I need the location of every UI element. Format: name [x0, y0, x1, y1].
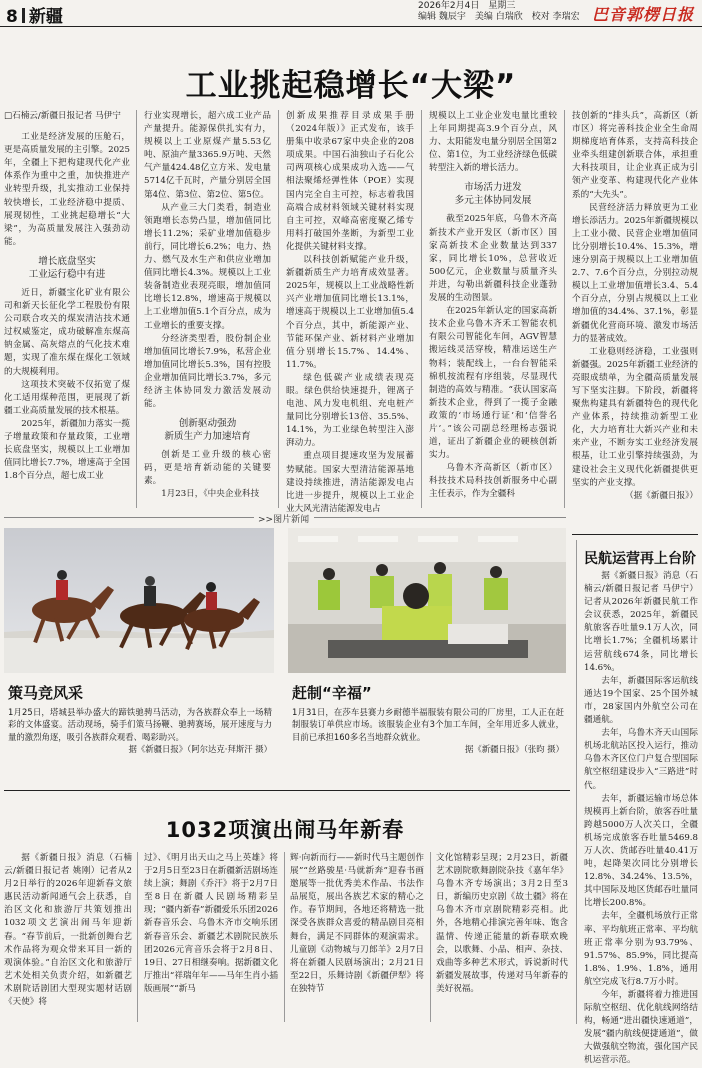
paragraph: 去年，新疆运输市场总体规模再上新台阶，旅客吞吐量跨越5000万人次关口，全疆机场完成旅客吞吐量5469.8万人次、货邮吞吐量40.41万吨，起降架次同比分别增长12.8%、34.24%、13.5%，其中国际及地区货邮吞吐量同比增长200.8%。 — [584, 793, 698, 909]
photo-news-label-row — [0, 512, 570, 525]
photo-right-title: 赶制“辛福” — [292, 684, 372, 702]
subheading-line: 创新驱动强劲 — [178, 418, 237, 430]
main-headline: 工业挑起稳增长“大梁” — [185, 68, 517, 104]
paragraph: 1月23日，《中央企业科技 — [161, 489, 260, 500]
paragraph: 截至2025年底，乌鲁木齐高新技术产业开发区（新市区）国家高新技术企业数量达到337家，同比增长10%，总营收近500亿元，企业数量与质量齐头并进，勾勒出新疆科技企业蓬勃发展的生动图景。 — [429, 214, 557, 304]
subheading-line: 多元主体协同发展 — [454, 195, 532, 207]
paragraph: 民营经济活力释放更为工业增长添活力。2025年新疆规模以上工业小微、民营企业增加值同比分别增长10.4%、15.3%，增速分别高于规模以上工业增加值2.7、7.6个百分点，分别拉动规模以上工业增加值增长3.4、5.4个百分点，分别占规模以上工业增加值的34.4%、37.1%，彰显新疆优化营商环境、激发市场活力的显著成效。 — [572, 202, 698, 344]
paragraph: 去年，全疆机场放行正常率、平均航班正常率、平均航班正常率分别为93.79%、91.57%、85.9%，同比提高1.8%、1.9%、1.8%，通用航空完成飞行8.7万小时。 — [584, 911, 698, 987]
date-line: 2026年2月4日 星期三 — [418, 1, 516, 11]
garment-factory-image — [288, 528, 566, 673]
photo-left-title: 策马竞风采 — [8, 684, 84, 702]
paragraph: 据《新疆日报》消息（石楠云/新疆日报记者 姚刚）记者从2月2日举行的2026年迎新春文旅惠民活动新闻通气会上获悉，自治区文化和旅游厅共策划推出1032项文艺演出闹马年迎新春。“春节前后，一批新创舞台艺术作品将为观众带来耳目一新的观演体验。”自治区文化和旅游厅艺术处相关负责介绍，如新疆艺术剧院话剧团大型现实题材话剧《天使》将 — [4, 853, 132, 1008]
paragraph: 去年，乌鲁木齐天山国际机场北航站区投入运行，推动乌鲁木齐区位门户复合型国际航空枢纽建设步入“三路进”时代。 — [584, 728, 698, 791]
column-rule — [430, 852, 431, 1022]
paragraph: 据《新疆日报》消息（石楠云/新疆日报记者 马伊宁）记者从2026年新疆民航工作会议获悉，2025年，新疆民航旅客吞吐量9.1万人次，同比增长1.7%；全疆机场累计运营航线674条，同比增长14.6%。 — [584, 571, 698, 673]
divider-bar — [22, 8, 25, 23]
subheading-line: 新质生产力加速培育 — [164, 431, 251, 443]
main-col-2 — [144, 110, 271, 508]
paragraph: 创新成果推荐目录成果手册（2024年版）》正式发布，该手册集中收录67家中央企业的208项成果。中国石油独山子石化公司两项核心成果成功入选——气相法聚烯烃弹性体（POE）实现国内完全自主可控，标志着我国高端合成材料领域关键材料实现自主可控，双峰高密度聚乙烯专用料打破国外垄断，为新型工业化提供关键材料支撑。 — [286, 111, 414, 252]
paragraph: 乌鲁木齐高新区（新市区）科技技术局科技创新服务中心副主任表示，作为全疆科 — [429, 463, 557, 500]
bottom-headline: 1032项演出闹马年新春 — [165, 818, 405, 842]
paragraph: 文化馆精彩呈现；2月23日，新疆艺术剧院歌舞剧院杂技《嘉年华》乌鲁木齐专场演出；3月2日至3日，新编历史京剧《故土疆》将在乌鲁木齐市京剧院精彩亮相。此外，各地精心排演完善年味、饱含温情、传递正能量的新春联欢晚会，以歌舞、小品、相声、杂技、戏曲等多种艺术形式，诉说新时代新疆发展故事，传递对马年新春的美好祝福。 — [436, 853, 568, 994]
column-rule — [137, 852, 138, 1022]
main-col-3 — [286, 110, 414, 514]
paragraph: 技创新的“排头兵”，高新区（新市区）将完善科技企业全生命周期梯度培育体系，支持高科技企业牵头组建创新联合体，承担重大科技项目，让企业真正成为引领产业变革、构建现代化产业体系的“大先头”。 — [572, 111, 698, 200]
paper-logo: 巴音郭楞日报 — [591, 5, 694, 24]
paragraph: 分经济类型看，股份制企业增加值同比增长7.9%，私营企业增加值同比增长5.3%，国有控股企业增加值同比增长3.7%，多元经济主体协同发力激活发展动能。 — [144, 333, 271, 410]
side-story-title: 民航运营再上台阶 — [584, 551, 696, 567]
paragraph: 绿色低碳产业成绩表现亮眼。绿色供给快速提升，锂离子电池、风力发电机组、充电桩产量同比分别增长13倍、35.5%、14.1%，为工业绿色转型注入澎湃动力。 — [286, 372, 414, 449]
main-col-4 — [429, 110, 557, 508]
masthead-meta — [418, 1, 580, 23]
subheading — [429, 181, 557, 207]
column-rule — [136, 110, 137, 508]
subheading — [4, 255, 130, 281]
main-col-5 — [572, 110, 698, 520]
section-name: 新疆 — [28, 7, 63, 27]
photo-news-label: >>图片新闻 — [258, 515, 310, 525]
garment-factory-photo — [288, 528, 566, 673]
horse-race-photo — [4, 528, 274, 673]
column-rule — [284, 852, 285, 1022]
paragraph: 规模以上工业企业发电量比重较上年同期提高3.9个百分点，风力、太阳能发电量分别居全国第2位、第1位，为工业经济绿色低碳转型注入新的增长活力。 — [429, 111, 557, 174]
bottom-col-3 — [290, 852, 424, 1022]
column-rule — [564, 110, 565, 508]
bottom-col-4 — [436, 852, 568, 1022]
paragraph: 2025年，新疆加力落实一揽子增量政策和存量政策，工业增长底盘坚实，规模以上工业增加值同比增长7.7%，增速高于全国1.8个百分点，超七成工业 — [4, 418, 130, 482]
main-col-1 — [4, 110, 130, 508]
page-number: 8 — [6, 7, 18, 27]
paragraph: 工业稳则经济稳，工业强则新疆强。2025年新疆工业经济的亮眼成绩单，为全疆高质量发展写下坚实注脚。下阶段，新疆将聚焦构建具有新疆特色的现代化产业体系，持续推动新型工业化，大力培育壮大新兴产业和未来产业，不断夯实工业经济发展根基，让工业引擎持续强劲，为建设社会主义现代化新疆提供更坚实的产业支撑。 — [572, 346, 698, 488]
page-number-section — [6, 2, 63, 27]
subheading — [144, 417, 271, 443]
masthead — [0, 0, 702, 27]
label-rule — [4, 517, 254, 518]
subheading-line: 工业运行稳中有进 — [28, 268, 106, 280]
editors-line: 编辑 魏辰宇 美编 白瑞欣 校对 李瑞宏 — [418, 12, 580, 22]
paragraph: 去年，新疆国际客运航线通达19个国家、25个国外城市，28家国内外航空公司在疆通航。 — [584, 675, 698, 726]
column-rule — [421, 110, 422, 508]
story-credit: （据《新疆日报》） — [624, 490, 698, 501]
byline: □石楠云/新疆日报记者 马伊宁 — [4, 111, 121, 121]
paragraph: 工业是经济发展的压舱石，更是高质量发展的主引擎。2025年，全疆上下把构建现代化产业体系作为重中之重，加快推进产业转型升级，扎实推动工业保持较快增长，工业经济稳中提质、展现韧性，工业挑起稳增长“大梁”，为高质量发展注入强劲动能。 — [4, 132, 130, 247]
paragraph: 今年，新疆将着力推进国际航空枢纽、优化航线网络结构，畅通“进出疆快速通道”，发展“疆内航线便捷通道”，做大做强航空物流，强化国产民机运营示范。 — [584, 990, 698, 1066]
paragraph: 行业实现增长，超六成工业产品产量提升。能源保供扎实有力，规模以上工业原煤产量5.53亿吨、原油产量3365.9万吨、天然气产量424.48亿立方米、发电量5714亿千瓦时，产量分别居全国第4位、第3位、第2位、第5位。 — [144, 111, 271, 200]
label-rule — [314, 517, 566, 518]
paragraph: 近日，新疆宝化矿业有限公司和新天长征化学工程股份有限公司联合攻关的煤炭清洁技术通过权威鉴定，成功破解准东煤高钠金属、高灰熔点的气化技术难题，实现了准东煤在煤化工领域的大规模利用。 — [4, 287, 130, 377]
paragraph: 这项技术突破不仅拓宽了煤化工适用煤种范围，更展现了新疆工业高质量发展的技术根基。 — [4, 379, 130, 416]
horse-race-image — [4, 528, 274, 673]
bottom-col-1 — [4, 852, 132, 1022]
caption-credit: 据《新疆日报》（张昀 摄） — [465, 744, 564, 755]
paragraph: 创新是工业升级的核心密码，更是培育新动能的关键要素。 — [144, 450, 271, 487]
caption-text: 1月31日，在莎车县赛力乡耐德半福服装有限公司的厂房里，工人正在赶制服装订单供应市场。该服装企业有3个加工车间，全年用近多人就业，目前已承担160多名当地群众就业。 — [292, 707, 564, 742]
side-story-body — [584, 570, 698, 1066]
photo-news-band — [0, 512, 570, 777]
section-separator — [4, 790, 570, 791]
subheading-line: 市场活力迸发 — [464, 182, 522, 194]
paragraph: 重点项目提速攻坚为发展蓄势赋能。国家大型清洁能源基地建设持续推进，清洁能源发电占比进一步提升，规模以上工业企业大风光清洁能源发电占 — [286, 451, 414, 514]
bottom-col-2 — [144, 852, 278, 1022]
caption-text: 1月25日，塔城县举办盛大的蹄铁驰骋马活动，为各族群众奉上一场精彩的文体盛宴。活动现场，骑手们策马扬鞭、驰骋赛场，展开速度与力量的激烈角逐，吸引各族群众观看、喝彩助兴。 — [8, 707, 272, 742]
photo-left-caption — [8, 706, 272, 756]
paragraph: 在2025年新认定的国家高新技术企业乌鲁木齐禾工智能农机有限公司智能化车间，AGV智慧搬运线灵活穿梭，精准运送生产物料；装配线上，一台台智能采棉机按流程有序组装，尽显现代制造的高效与精准。“获认国家高新技术企业，得到了一揽子金融政策的‘市场通行证’和‘信誉名片’。”该公司副总经理杨志强说道，证出了新疆企业的硬核创新实力。 — [429, 306, 557, 461]
paragraph: 以科技创新赋能产业升级，新疆新质生产力培育成效显著。2025年，规模以上工业战略性新兴产业增加值同比增长13.1%，增速高于规模以上工业增加值5.4个百分点，其中，新能源产业、节能环保产业、新材料产业增加值分别增长15.7%、14.4%、11.7%。 — [286, 255, 414, 370]
paragraph: 辉·向新而行——新时代马主题创作展”“丝路骏星·马就新奔”迎春书画邀展等一批优秀美术作品、书法作品展览，展出各族艺术家的精心之作。春节期间，各地还将精选一批深受各族群众喜爱的精品剧目亮相舞台，满足不同群体的观演需求。儿童剧《动物城与刀郎羊》2月7日将在新疆人民剧场演出；2月21日至22日，乐舞诗剧《新疆伊犁》将在独特节 — [290, 853, 424, 994]
column-rule — [576, 540, 577, 1024]
column-rule — [278, 110, 279, 508]
caption-credit: 据《新疆日报》（阿尔达克·拜斯汗 摄） — [128, 744, 272, 755]
paragraph: 过》、《明月出天山之马上英雄》将于2月5日至23日在新疆新活剧场连续上演；舞剧《乔汗》将于2月7日至8日在新疆人民剧场精彩呈现；“疆内新春”新疆爱乐乐团2026新春音乐会、乌鲁木齐市交响乐团新春音乐会、新疆艺术剧院民族乐团2026元宵音乐会将于2月8日、19日、27日相继奏响。据新疆文化厅推出“祥瑞年年——马年生肖小插版画展”“新马 — [144, 853, 278, 994]
section-separator — [572, 534, 698, 535]
paragraph: 从产业三大门类看，制造业领跑增长态势凸显，增加值同比增长11.2%；采矿业增加值稳步前行，同比增长6.2%；电力、热力、燃气及水生产和供应业增加值同比增长4.3%。规模以上工业装备制造业表现亮眼，增加值同比增长12.8%，增速高于规模以上工业增加值5.1个百分点，成为工业增长的重要支撑。 — [144, 202, 271, 331]
photo-right-caption — [292, 706, 564, 756]
subheading-line: 增长底盘坚实 — [38, 255, 96, 267]
